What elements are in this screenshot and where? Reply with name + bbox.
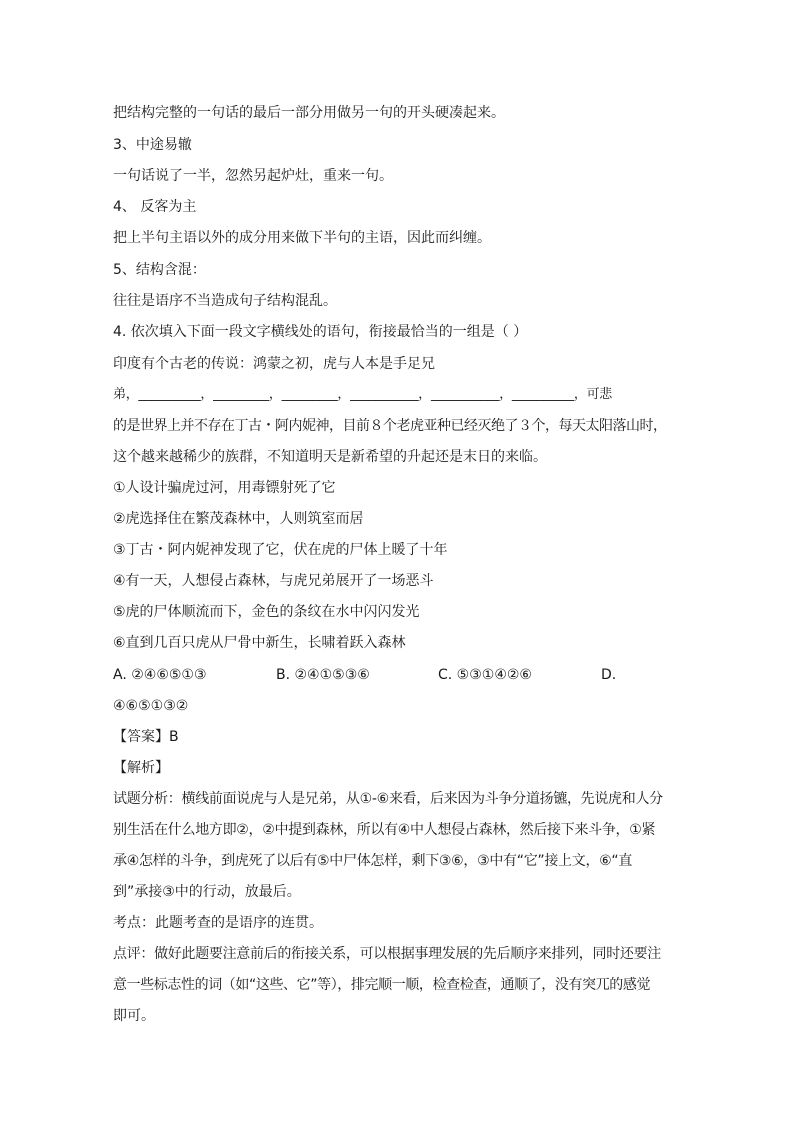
- sentence-option: ⑥直到几百只虎从尸骨中新生，长啸着跃入森林: [113, 635, 406, 651]
- section-heading: 5、结构含混：: [113, 262, 206, 278]
- analysis-heading: 【解析】: [113, 760, 169, 776]
- section-heading: 4、 反客为主: [113, 199, 197, 215]
- passage-line: 的是世界上并不存在丁古・阿内妮神，目前８个老虎亚种已经灭绝了３个，每天太阳落山时，: [113, 418, 667, 434]
- text-line: 往往是语序不当造成句子结构混乱。: [113, 293, 337, 309]
- comment-line: 意一些标志性的词（如“这些、它”等），排完顺一顺，检查检查，通顺了，没有突兀的感觉: [113, 977, 651, 993]
- choice-a: A. ②④⑥⑤①③: [113, 667, 207, 683]
- sentence-option: ②虎选择住在繁茂森林中，人则筑室而居: [113, 511, 364, 527]
- sentence-option: ③丁古・阿内妮神发现了它，伏在虎的尸体上暖了十年: [113, 542, 448, 558]
- analysis-line: 试题分析：横线前面说虎与人是兄弟，从①-⑥来看，后来因为斗争分道扬镳，先说虎和人分: [113, 791, 663, 807]
- sentence-option: ①人设计骗虎过河，用毒镖射死了它: [113, 480, 336, 496]
- sentence-option: ⑤虎的尸体顺流而下，金色的条纹在水中闪闪发光: [113, 604, 420, 620]
- choice-b: B. ②④①⑤③⑥: [276, 667, 370, 683]
- choice-c: C. ⑤③①④②⑥: [438, 667, 532, 683]
- choice-d-continuation: ④⑥⑤①③②: [113, 698, 189, 714]
- choice-d: D.: [601, 667, 617, 683]
- text-line: 把结构完整的一句话的最后一部分用做另一句的开头硬凑起来。: [113, 105, 505, 121]
- analysis-line: 别生活在什么地方即②，②中提到森林，所以有④中人想侵占森林，然后接下来斗争，①紧: [113, 822, 656, 838]
- passage-blanks-line: 弟，__________，_________，_________，___________，___________，__________，可悲: [113, 387, 613, 402]
- text-line: 一句话说了一半，忽然另起炉灶，重来一句。: [113, 168, 393, 184]
- key-point-line: 考点：此题考查的是语序的连贯。: [113, 915, 323, 931]
- text-line: 把上半句主语以外的成分用来做下半句的主语，因此而纠缠。: [113, 230, 491, 246]
- passage-line: 这个越来越稀少的族群，不知道明天是新希望的升起还是末日的来临。: [113, 449, 547, 465]
- sentence-option: ④有一天，人想侵占森林，与虎兄弟展开了一场恶斗: [113, 573, 434, 589]
- section-heading: 3、中途易辙: [113, 137, 192, 153]
- comment-line: 即可。: [113, 1008, 155, 1024]
- question-stem: 4. 依次填入下面一段文字横线处的语句，衔接最恰当的一组是（ ）: [113, 324, 528, 340]
- comment-line: 点评：做好此题要注意前后的衔接关系，可以根据事理发展的先后顺序来排列，同时还要注: [113, 946, 661, 962]
- passage-line: 印度有个古老的传说：鸿蒙之初，虎与人本是手足兄: [113, 356, 435, 372]
- analysis-line: 到”承接③中的行动，放最后。: [113, 884, 301, 900]
- answer-line: 【答案】B: [113, 729, 179, 745]
- analysis-line: 承④怎样的斗争，到虎死了以后有⑤中尸体怎样，剩下③⑥，③中有“它”接上文，⑥“直: [113, 853, 633, 869]
